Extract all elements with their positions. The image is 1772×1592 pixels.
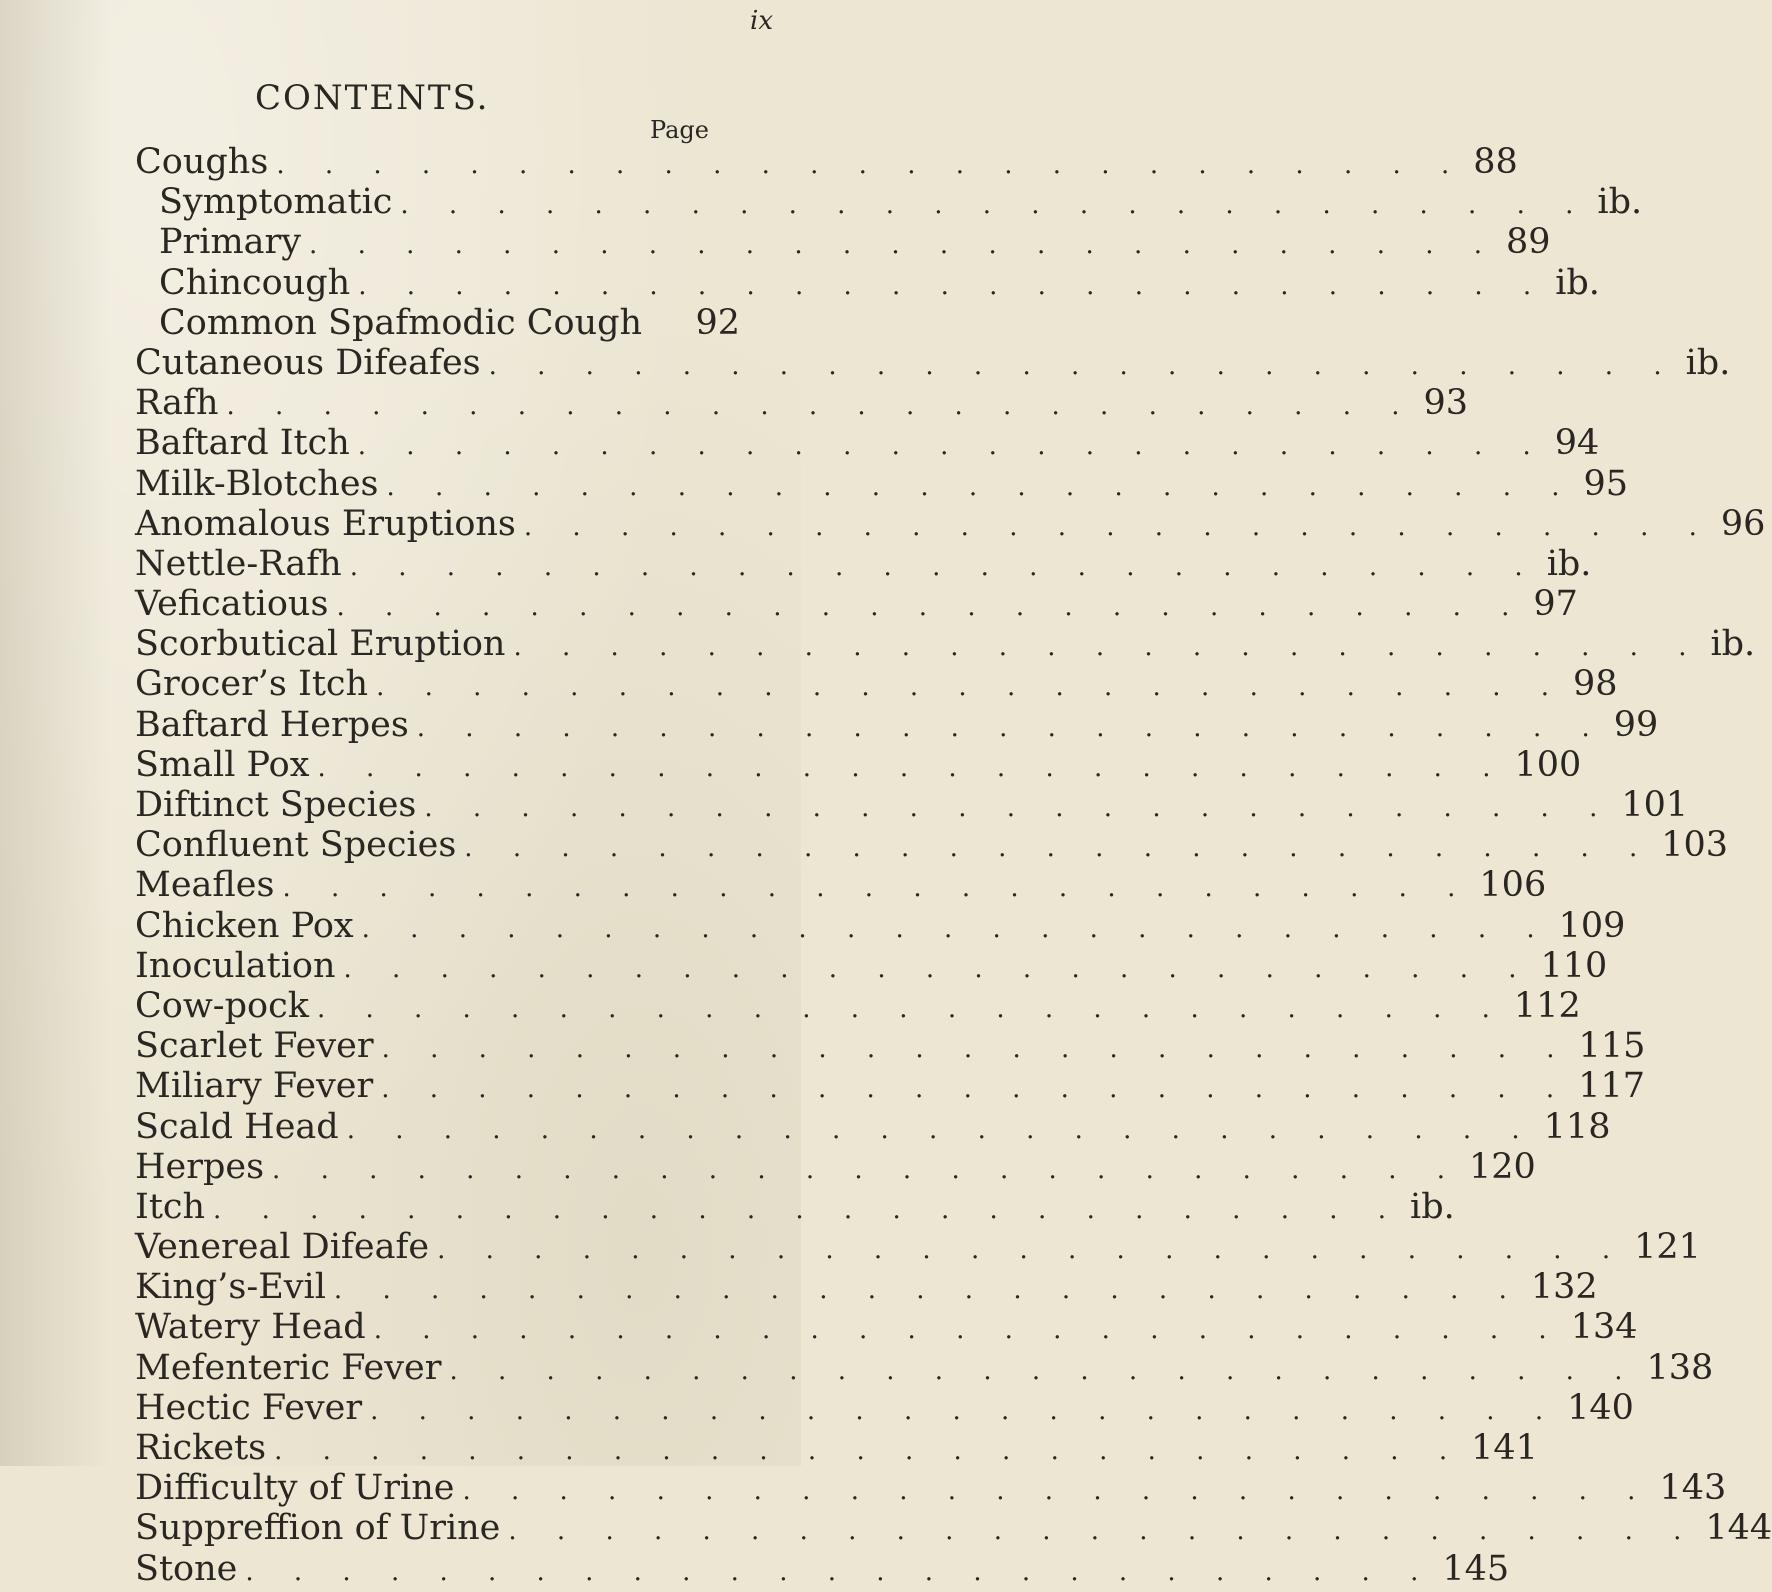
toc-entry — [135, 825, 1729, 866]
toc-entry-title: Nettle-Rafh — [135, 543, 342, 584]
toc-entry-title: Grocer’s Itch — [135, 664, 369, 705]
toc-entry-title: King’s-Evil — [135, 1267, 326, 1308]
dot-leader: . . . . . . . . . . . . . . . . . . . . . . . . . — [282, 873, 1472, 904]
toc-entry-page: 101 — [1621, 785, 1689, 825]
dot-leader: . . . . . . . . . . . . . . . . . . . . . . . . . — [376, 672, 1566, 703]
toc-entry — [135, 303, 740, 343]
toc-entry-title: Chincough — [159, 262, 351, 303]
toc-entry-page: 140 — [1567, 1387, 1634, 1428]
toc-entry — [135, 503, 1766, 544]
toc-entry-title: Coughs — [135, 142, 269, 182]
toc-entry — [135, 423, 1600, 464]
dot-leader: . . . . . . . . . . . . . . . . . . . . . . . . . — [513, 632, 1703, 663]
dot-leader: . . . . . . . . . . . . . . . . . . . . . . . . . — [226, 391, 1416, 422]
toc-entry — [135, 584, 1578, 625]
toc-entry-page: 115 — [1578, 1026, 1646, 1067]
toc-entry-title: Difficulty of Urine — [135, 1468, 455, 1509]
toc-entry-page: 93 — [1423, 383, 1469, 424]
dot-leader: . . . . . . . . . . . . . . . . . . . . . . . . . — [386, 471, 1576, 502]
dot-leader: . . . . . . . . . . . . . . . . . . . . . . . . . — [361, 913, 1551, 944]
toc-entry — [135, 1186, 1455, 1227]
toc-entry-title: Inoculation — [135, 945, 336, 986]
dot-leader: . . . . . . . . . . . . . . . . . . . . . . . . . — [464, 833, 1654, 864]
toc-entry — [135, 1508, 1772, 1549]
dot-leader: . . . . . . . . . . . . . . . . . . . . . . . . . — [437, 1235, 1627, 1266]
toc-entry-title: Small Pox — [135, 744, 310, 785]
toc-entry-title: Symptomatic — [159, 182, 393, 223]
toc-entry — [135, 1347, 1714, 1388]
toc-entry-title: Herpes — [135, 1146, 265, 1187]
toc-entry — [135, 383, 1469, 424]
dot-leader: . . . . . . . . . . . . . . . . . . . . . . . . . — [274, 1436, 1464, 1466]
toc-entry-page: 134 — [1570, 1307, 1638, 1348]
toc-entry-page: ib. — [1546, 543, 1592, 584]
dot-leader: . . . . . . . . . . . . . . . . . . . . . . . . . — [317, 752, 1507, 783]
toc-entry — [135, 463, 1629, 504]
toc-entry-title: Cutaneous Difeafes — [135, 342, 481, 383]
toc-entry-page: 92 — [695, 302, 740, 343]
toc-entry-title: Meafles — [135, 865, 275, 906]
toc-entry-page: ib. — [1685, 342, 1731, 383]
dot-leader: . . . . . . . . . . . . . . . . . . . . . . . . . — [349, 551, 1539, 582]
toc-entry-title: Chicken Pox — [135, 905, 354, 946]
toc-entry-page: 88 — [1473, 142, 1518, 182]
toc-entry-page: 100 — [1514, 744, 1582, 785]
toc-entry-page: ib. — [1597, 182, 1643, 223]
toc-entry — [135, 1066, 1645, 1107]
toc-entry — [135, 1428, 1538, 1468]
toc-entry-page: 138 — [1646, 1347, 1714, 1388]
running-head: CONTENTS. — [255, 78, 490, 118]
dot-leader: . . . . . . . . . . . . . . . . . . . . . . . . . — [508, 1516, 1698, 1547]
toc-entry — [135, 624, 1756, 665]
toc-entry-page: 99 — [1613, 704, 1659, 745]
dot-leader: . . . . . . . . . . . . . . . . . . . . . . . . . — [343, 953, 1533, 984]
toc-entry-title: Primary — [159, 222, 302, 263]
folio-page-number: ix — [750, 6, 773, 36]
toc-entry-page: 103 — [1661, 825, 1729, 866]
toc-entry-title: Diftinct Species — [135, 785, 417, 825]
dot-leader: . . . . . . . . . . . . . . . . . . . . . . . . . — [370, 1395, 1560, 1426]
toc-entry — [135, 945, 1608, 986]
toc-entry-title: Veficatious — [135, 584, 329, 625]
toc-entry-page: 143 — [1659, 1468, 1727, 1509]
toc-entry — [135, 744, 1582, 785]
toc-entry — [135, 1106, 1611, 1147]
toc-entry-page: ib. — [1410, 1186, 1455, 1227]
toc-entry — [135, 785, 1689, 825]
toc-entry-page: 89 — [1506, 222, 1551, 263]
toc-entry-page: ib. — [1710, 624, 1756, 665]
toc-entry-page: 110 — [1540, 945, 1608, 986]
dot-leader: . . . . . . . . . . . . . . . . . . . . . . . . . — [272, 1154, 1462, 1185]
toc-entry — [135, 182, 1643, 223]
toc-entry-title: Hectic Fever — [135, 1387, 363, 1428]
toc-entry-page: ib. — [1555, 262, 1600, 303]
dot-leader: . . . . . . . . . . . . . . . . . . . . . . . . . — [346, 1114, 1536, 1145]
toc-entry-title: Baftard Herpes — [135, 704, 409, 745]
gutter-shadow — [0, 0, 110, 1466]
toc-entry-title: Venereal Difeafe — [135, 1227, 430, 1268]
toc-entry-title: Watery Head — [135, 1307, 366, 1348]
toc-entry-page: 109 — [1558, 905, 1626, 946]
toc-entry — [135, 1267, 1598, 1308]
toc-entry-page: 117 — [1578, 1066, 1645, 1107]
toc-entry — [135, 664, 1618, 705]
toc-entry — [135, 1026, 1646, 1067]
toc-entry-page: 95 — [1583, 463, 1629, 504]
toc-entry — [135, 342, 1731, 383]
toc-entry-page: 112 — [1513, 985, 1581, 1026]
toc-entry — [135, 985, 1581, 1026]
toc-entry-title: Confluent Species — [135, 825, 457, 866]
toc-entry — [135, 704, 1659, 745]
dot-leader: . . . . . . . . . . . . . . . . . . . . . . . . . — [381, 1074, 1571, 1105]
toc-entry-page: 145 — [1442, 1548, 1510, 1589]
toc-entry-title: Miliary Fever — [135, 1066, 374, 1107]
toc-entry — [135, 543, 1592, 584]
dot-leader: . . . . . . . . . . . . . . . . . . . . . . . . . — [424, 793, 1614, 823]
dot-leader: . . . . . . . . . . . . . . . . . . . . . . . . . — [316, 993, 1506, 1024]
toc-entry-title: Baftard Itch — [135, 423, 350, 464]
toc-entry-title: Stone — [135, 1548, 238, 1589]
dot-leader: . . . . . . . . . . . . . . . . . . . . . . . . . — [373, 1315, 1563, 1346]
dot-leader: . . . . . . . . . . . . . . . . . . . . . . . . . — [381, 1034, 1571, 1065]
dot-leader: . . . . . . . . . . . . . . . . . . . . . . . . . — [416, 712, 1606, 743]
toc-entry-page: 97 — [1533, 584, 1578, 625]
toc-entry-page: 118 — [1543, 1106, 1611, 1147]
dot-leader: . . . . . . . . . . . . . . . . . . . . . . . . . — [213, 1194, 1403, 1225]
toc-entry-title: Anomalous Eruptions — [135, 503, 516, 544]
toc-entry-page: 121 — [1634, 1227, 1701, 1268]
dot-leader: . . . . . . . . . . . . . . . . . . . . . . . . . — [462, 1476, 1652, 1507]
page-column-label: Page — [650, 116, 709, 144]
dot-leader: . . . . . . . . . . . . . . . . . . . . . . . . . — [400, 190, 1590, 221]
toc-entry — [135, 1227, 1701, 1268]
toc-entry-title: Scald Head — [135, 1106, 339, 1147]
toc-entry-title: Scorbutical Eruption — [135, 624, 506, 665]
toc-entry — [135, 262, 1600, 303]
toc-entry-page: 144 — [1705, 1508, 1772, 1549]
toc-entry — [135, 905, 1626, 946]
toc-entry-page: 132 — [1530, 1267, 1598, 1308]
toc-entry — [135, 1548, 1510, 1589]
dot-leader: . . . . . . . . . . . . . . . . . . . . . . . . . — [358, 270, 1548, 301]
toc-entry-title: Itch — [135, 1186, 206, 1227]
toc-entry — [135, 1387, 1634, 1428]
toc-entry-title: Rickets — [135, 1428, 267, 1468]
toc-entry-page: 120 — [1469, 1146, 1536, 1187]
toc-entry-title: Milk-Blotches — [135, 463, 379, 504]
table-of-contents — [135, 142, 1772, 1589]
toc-entry-page: 106 — [1479, 865, 1547, 906]
dot-leader: . . . . . . . . . . . . . . . . . . . . . . . . . — [488, 350, 1678, 381]
toc-entry — [135, 865, 1547, 906]
toc-entry — [135, 1146, 1536, 1187]
toc-entry-title: Rafh — [135, 383, 219, 424]
dot-leader: . . . . . . . . . . . . . . . . . . . . . . . . . — [357, 431, 1547, 462]
toc-entry — [135, 1307, 1638, 1348]
toc-entry-page: 94 — [1554, 423, 1600, 464]
toc-entry-page: 96 — [1720, 503, 1766, 544]
toc-entry-page: 98 — [1573, 664, 1618, 705]
toc-entry-title: Mefenteric Fever — [135, 1347, 442, 1388]
toc-entry-title: Suppreffion of Urine — [135, 1508, 501, 1549]
dot-leader: . . . . . . . . . . . . . . . . . . . . . . . . . — [333, 1275, 1523, 1306]
dot-leader: . . . . . . . . . . . . . . . . . . . . . . . . . — [309, 230, 1499, 261]
dot-leader: . . . . . . . . . . . . . . . . . . . . . . . . . — [336, 592, 1526, 623]
toc-entry-title: Common Spafmodic Cough — [159, 302, 643, 343]
toc-entry — [135, 1468, 1727, 1509]
dot-leader: . . . . . . . . . . . . . . . . . . . . . . . . . — [523, 511, 1713, 542]
dot-leader: . . . . . . . . . . . . . . . . . . . . . . . . . — [449, 1355, 1639, 1386]
dot-leader: . . . . . . . . . . . . . . . . . . . . . . . . . — [276, 150, 1466, 180]
toc-entry — [135, 222, 1551, 263]
dot-leader: . . . . . . . . . . . . . . . . . . . . . . . . . — [245, 1556, 1435, 1587]
toc-entry-title: Scarlet Fever — [135, 1026, 374, 1067]
toc-entry-title: Cow-pock — [135, 985, 309, 1026]
toc-entry-page: 141 — [1471, 1428, 1538, 1468]
toc-entry — [135, 142, 1518, 182]
